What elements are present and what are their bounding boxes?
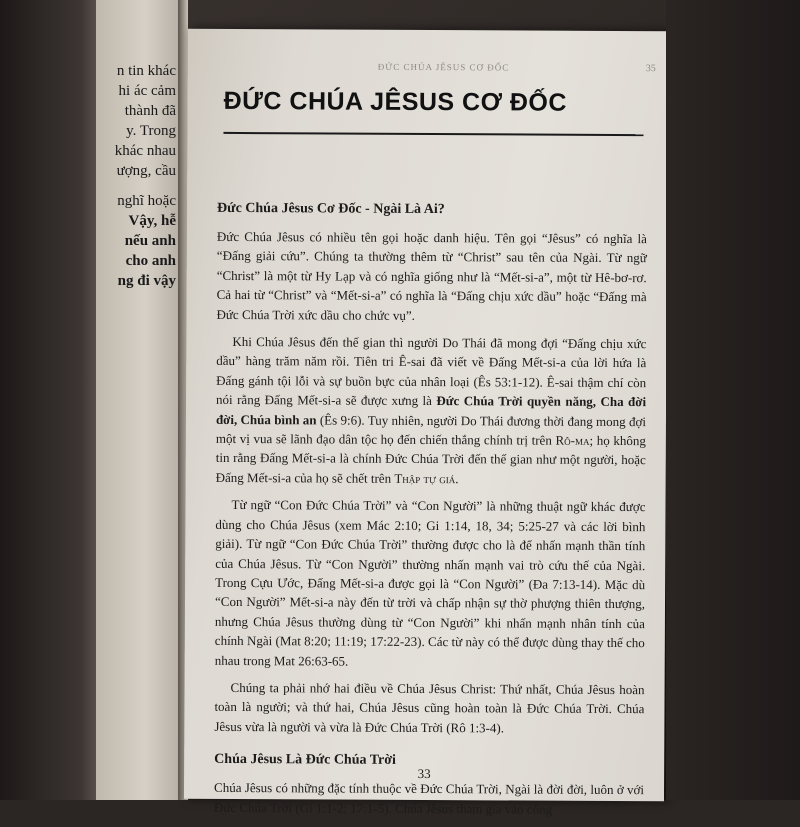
paragraph: Chúng ta phải nhớ hai điều về Chúa Jêsus Christ: Thứ nhất, Chúa Jêsus hoàn toàn là người; và thứ hai, Chúa Jêsus cũng hoàn toàn là Đức Chúa Trời. Chúa Jêsus vừa là người và vừa là Đức Chúa Trời (Rô 1:3-4). [214, 679, 645, 736]
running-header: ĐỨC CHÚA JÊSUS CƠ ĐỐC [377, 61, 510, 73]
paragraph: Đức Chúa Jêsus có nhiều tên gọi hoặc danh hiệu. Tên gọi “Jêsus” có nghĩa là “Đấng giải cứu”. Chúng ta thường thêm từ “Christ” sau tên của Ngài. Từ ngữ “Christ” là một từ Hy Lạp và có nghĩa giống như là “Mết-si-a”, một từ Hê-bơ-rơ. Cả hai từ “Christ” và “Mết-si-a” có nghĩa là “Đấng chịu xức dầu” hoặc “Đấng mà Đức Chúa Trời xức dầu cho chức vụ”. [216, 228, 647, 323]
prev-page-text: nghĩ hoặc [117, 193, 176, 209]
title-rule [223, 132, 643, 136]
prev-page-text: n tin khác [116, 63, 176, 79]
previous-page [96, 0, 178, 800]
page-number: 33 [417, 765, 431, 782]
page-content [214, 199, 647, 827]
running-header-page-number: 35 [645, 63, 656, 75]
prev-page-text: ng đi vậy [117, 273, 176, 289]
prev-page-text: ượng, cầu [116, 163, 176, 179]
section-heading: Chúa Jêsus Là Đức Chúa Trời [214, 752, 396, 769]
prev-page-text: khác nhau [114, 143, 176, 159]
prev-page-text: nếu anh [124, 233, 176, 249]
prev-page-text: Vậy, hễ [128, 213, 176, 229]
paragraph: Từ ngữ “Con Đức Chúa Trời” và “Con Người” là những thuật ngữ khác được dùng cho Chúa Jêsus (xem Mác 2:10; Gi 1:14, 18, 34; 5:25-27 và các lời bình giải). Từ ngữ “Con Đức Chúa Trời” thường được cho là để nhấn mạnh thần tính của Chúa Jêsus. Từ “Con Người” thường nhấn mạnh vai trò cứu thế của Ngài. Trong Cựu Ước, Đấng Mết-si-a được gọi là “Con Người” (Đa 7:13-14). Mặc dù “Con Người” Mết-si-a này đến từ trời và chấp nhận sự thờ phượng thiên thượng, nhưng Chúa Jêsus thường dùng từ “Con Người” khi nhấn mạnh nhân tính của chính Ngài (Mat 8:20; 11:19; 17:22-23). Các từ này có thể được dùng thay thế cho nhau trong Mat 26:63-65. [214, 497, 646, 669]
section-heading: Đức Chúa Jêsus Cơ Đốc - Ngài Là Ai? [217, 200, 445, 218]
paragraph: Khi Chúa Jêsus đến thế gian thì người Do Thái đã mong đợi “Đấng chịu xức dầu” hàng trăm năm rồi. Tiên tri Ê-sai đã viết về Đấng Mết-si-a của lời hứa là Đấng gánh tội lỗi và sự buồn bực của nhân loại (Ês 53:1-12). Ê-sai thậm chí còn nói rằng Đấng Mết-si-a sẽ được xưng là Đức Chúa Trời quyền năng, Cha đời đời, Chúa bình an (Ês 9:6). Tuy nhiên, người Do Thái đương thời đang mong đợi một vị vua sẽ lãnh đạo dân tộc họ đến chiến thắng chính trị trên Rô-ma; họ không tin rằng Đấng Mết-si-a là chính Đức Chúa Trời đến thế gian như một người, hoặc Đấng Mết-si-a của họ sẽ chết trên Thập tự giá. [215, 334, 647, 487]
background-right [666, 0, 800, 800]
chapter-title: ĐỨC CHÚA JÊSUS CƠ ĐỐC [223, 86, 568, 117]
paragraph: Chúa Jêsus có những đặc tính thuộc về Đức Chúa Trời, Ngài là đời đời, luôn ở với Đức Chúa Trời (Gi 1:1-2; 17:1-5). Chúa Jêsus tham gia vào công [213, 780, 645, 817]
prev-page-text: hi ác cảm [118, 83, 176, 99]
prev-page-text: y. Trong [126, 123, 176, 139]
prev-page-text: cho anh [125, 253, 176, 269]
prev-page-text: thành đã [124, 103, 176, 119]
book-left-edge [0, 0, 100, 800]
book-page [184, 29, 668, 817]
